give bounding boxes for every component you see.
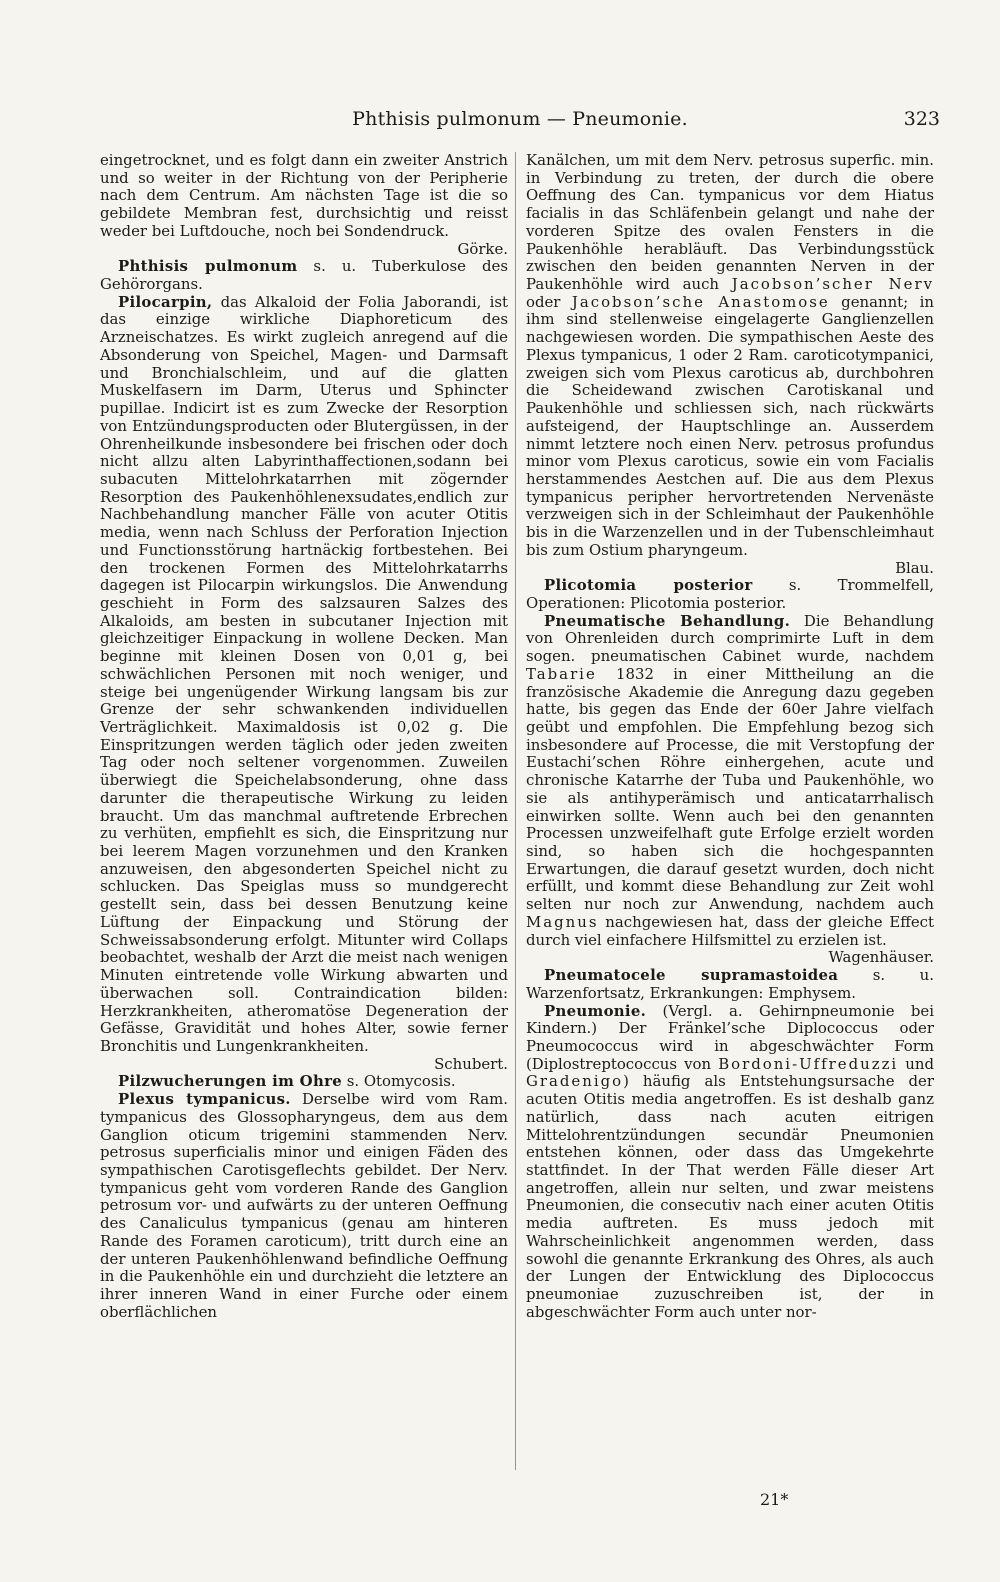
page-header [100, 108, 940, 138]
entry-pilocarpin [100, 294, 508, 1074]
paragraph-continuation [526, 152, 934, 577]
signature-mark: 21* [760, 1490, 789, 1509]
entry-headword: Pneumatische Behandlung. [544, 611, 791, 630]
paragraph-text: eingetrocknet, und es folgt dann ein zweiter Anstrich und so weiter in der Richtung von der Peripherie nach dem Centrum. Am nächsten Tage ist die so gebildete Membran fest, durchsichtig und reisst weder bei Luftdouche, noch bei Sondendruck. [100, 151, 508, 240]
author-signature: Görke. [457, 239, 508, 258]
author-signature: Schubert. [434, 1054, 508, 1073]
entry-body: das Alkaloid der Folia Jaborandi, ist das einzige wirkliche Diaphoreticum des Arzneischatzes. Es wirkt zugleich anregend auf die Absonderung von Speichel, Magen- und Darmsaft und Bronchialschleim, und auf die glatten Muskelfasern im Darm, Uterus und Sphincter pupillae. Indicirt ist es zum Zwecke der Resorption von Entzündungsproducten oder Blutergüssen, in der Ohrenheilkunde insbesondere bei frischen oder doch nicht allzu alten Labyrinthaffectionen,sodann bei subacuten Mittelohrkatarrhen mit zögernder Resorption des Paukenhöhlenexsudates,endlich zur Nachbehandlung mancher Fälle von acuter Otitis media, wenn nach Schluss der Perforation Injection und Functionsstörung hartnäckig fortbestehen. Bei den trockenen Formen des Mittelohrkatarrhs dagegen ist Pilocarpin wirkungslos. Die Anwendung geschieht in Form des salzsauren Salzes des Alkaloids, am besten in subcutaner Injection mit gleichzeitiger Einpackung in wollene Decken. Man beginne mit kleinen Dosen von 0,01 g, bei schwächlichen Personen mit noch weniger, und steige bei ungenügender Wirkung langsam bis zur Grenze der sehr schwankenden individuellen Verträglichkeit. Maximaldosis ist 0,02 g. Die Einspritzungen werden täglich oder jeden zweiten Tag oder noch seltener vorgenommen. Zuweilen überwiegt die Speichelabsonderung, ohne dass darunter die therapeutische Wirkung zu leiden braucht. Um das manchmal auftretende Erbrechen zu verhüten, empfiehlt es sich, die Einspritzung nur bei leerem Magen vorzunehmen und den Kranken anzuweisen, den abgesonderten Speichel nicht zu schlucken. Das Speiglas muss so mundgerecht gestellt sein, dass bei dessen Benutzung keine Lüftung der Einpackung und Störung der Schweissabsonderung erfolgt. Mitunter wird Collaps beobachtet, weshalb der Arzt die meist nach wenigen Minuten eintretende volle Wirkung abwarten und überwachen soll. Contraindication bilden: Herzkrankheiten, atheromatöse Degeneration der Gefässe, Gravidität und hohes Alter, sowie ferner Bronchitis und Lungenkrankheiten. [100, 292, 508, 1055]
spaced-term: Jacobson’scher Nerv [731, 275, 934, 294]
entry-body: und [898, 1054, 934, 1073]
author-signature: Wagenhäuser. [828, 948, 934, 967]
entry-body: s. Otomycosis. [342, 1072, 456, 1091]
entry-headword: Pilzwucherungen im Ohre [118, 1072, 342, 1091]
entry-headword: Pilocarpin, [118, 292, 213, 311]
paragraph-text: oder [526, 292, 572, 311]
entry-body: ) häufig als Entstehungsursache der acuten Otitis media angetroffen. Es ist deshalb ganz natürlich, dass nach acuten eitrigen Mittelohrentzündungen secundär Pneumonien entstehen können, oder dass das Umgekehrte stattfindet. In der That werden Fälle dieser Art angetroffen, allein nur selten, und zwar meistens Pneumonien, die consecutiv nach einer acuten Otitis media auftreten. Es muss jedoch mit Wahrscheinlichkeit angenommen werden, dass sowohl die genannte Erkrankung des Ohres, als auch der Lungen der Entwicklung des Diplococcus pneumoniae zuzuschreiben ist, der in abgeschwächter Form auch unter nor- [526, 1072, 934, 1321]
paragraph-text: Kanälchen, um mit dem Nerv. petrosus superfic. min. in Verbindung zu treten, der durch die obere Oeffnung des Can. tympanicus vor dem Hiatus facialis in das Schläfenbein gelangt und nahe der vorderen Spitze des ovalen Fensters in die Paukenhöhle herabläuft. Das Verbindungsstück zwischen den beiden genannten Nerven in der Paukenhöhle wird auch [526, 151, 934, 294]
paragraph-text: genannt; in ihm sind stellenweise eingelagerte Ganglienzellen nachgewiesen worden. Die sympathischen Aeste des Plexus tympanicus, 1 oder 2 Ram. caroticotympanici, zweigen sich vom Plexus caroticus ab, durchbohren die Scheidewand zwischen Carotiskanal und Paukenhöhle und schliessen sich, nach rückwärts aufsteigend, der Hauptschlinge an. Ausserdem nimmt letztere noch einen Nerv. petrosus profundus minor vom Plexus caroticus, sowie ein vom Facialis herstammendes Aestchen auf. Die aus dem Plexus tympanicus peripher hervortretenden Nervenäste verzweigen sich in der Schleimhaut der Paukenhöhle bis in die Warzenzellen und in der Tubenschleimhaut bis zum Ostium pharyngeum. [526, 292, 934, 559]
entry-body: Die Behandlung von Ohrenleiden durch comprimirte Luft in dem sogen. pneumatischen Cabinet wurde, nachdem [526, 611, 934, 666]
page-number: 323 [903, 108, 940, 130]
spaced-name: Bordoni-Uffreduzzi [718, 1054, 899, 1073]
entry-headword: Plexus tympanicus. [118, 1090, 291, 1109]
spaced-name: Gradenigo [526, 1072, 624, 1091]
entry-headword: Plicotomia posterior [544, 576, 753, 595]
paragraph-continuation [100, 152, 508, 258]
entry-pneumatocele [526, 967, 934, 1002]
entry-body: nachgewiesen hat, dass der gleiche Effect durch viel einfachere Hilfsmittel zu erzielen ist. [526, 912, 934, 949]
entry-headword: Phthisis pulmonum [118, 257, 298, 276]
entry-pilzwucherungen [100, 1073, 508, 1091]
entry-body: s. Trommelfell, Operationen: Plicotomia posterior. [526, 576, 934, 612]
author-signature: Blau. [895, 558, 934, 577]
running-title: Phthisis pulmonum — Pneumonie. [352, 108, 688, 130]
entry-body: 1832 in einer Mittheilung an die französische Akademie die Anregung dazu gegeben hatte, bis gegen das Ende der 60er Jahre vielfach geübt und empfohlen. Die Empfehlung bezog sich insbesondere auf Processe, die mit Verstopfung der Eustachi’schen Röhre einhergehen, acute und chronische Katarrhe der Tuba und Paukenhöhle, wo sie als antihyperämisch und anticatarrhalisch einwirken sollte. Wenn auch bei den genannten Processen unzweifelhaft gute Erfolge erzielt worden sind, so haben sich die hochgespannten Erwartungen, die darauf gesetzt wurden, doch nicht erfüllt, und kommt diese Behandlung zur Zeit wohl selten nur noch zur Anwendung, nachdem auch [526, 664, 934, 914]
entry-body: Derselbe wird vom Ram. tympanicus des Glossopharyngeus, dem aus dem Ganglion oticum trigemini stammenden Nerv. petrosus superficialis minor und einigen Fäden des sympathischen Carotisgeflechts gebildet. Der Nerv. tympanicus geht vom vorderen Rande des Ganglion petrosum vor- und aufwärts zu der unteren Oeffnung des Canaliculus tympanicus (genau am hinteren Rande des Foramen caroticum), tritt durch eine an der unteren Paukenhöhlenwand befindliche Oeffnung in die Paukenhöhle ein und durchzieht die letztere an ihrer inneren Wand in einer Furche oder einem oberflächlichen [100, 1090, 508, 1321]
entry-phthisis [100, 258, 508, 293]
entry-headword: Pneumonie. [544, 1001, 647, 1020]
entry-headword: Pneumatocele supramastoidea [544, 966, 839, 985]
entry-pneumonie [526, 1003, 934, 1322]
spaced-term: Jacobson’sche Anastomose [571, 292, 830, 311]
spaced-name: Tabarie [526, 664, 597, 683]
entry-body: (Vergl. a. Gehirnpneumonie bei Kindern.) Der Fränkel’sche Diplococcus oder Pneumococcus wird in abgeschwächter Form (Diplostreptococcus von [526, 1001, 934, 1073]
entry-body: s. u. Warzenfortsatz, Erkrankungen: Emphysem. [526, 966, 934, 1002]
entry-plexus-tympanicus [100, 1091, 508, 1321]
spaced-name: Magnus [526, 912, 599, 931]
entry-body: s. u. Tuberkulose des Gehörorgans. [100, 257, 508, 294]
entry-plicotomia [526, 577, 934, 612]
right-column [526, 152, 934, 1321]
entry-pneumatische-behandlung [526, 613, 934, 967]
column-divider [515, 152, 516, 1470]
left-column [100, 152, 508, 1321]
